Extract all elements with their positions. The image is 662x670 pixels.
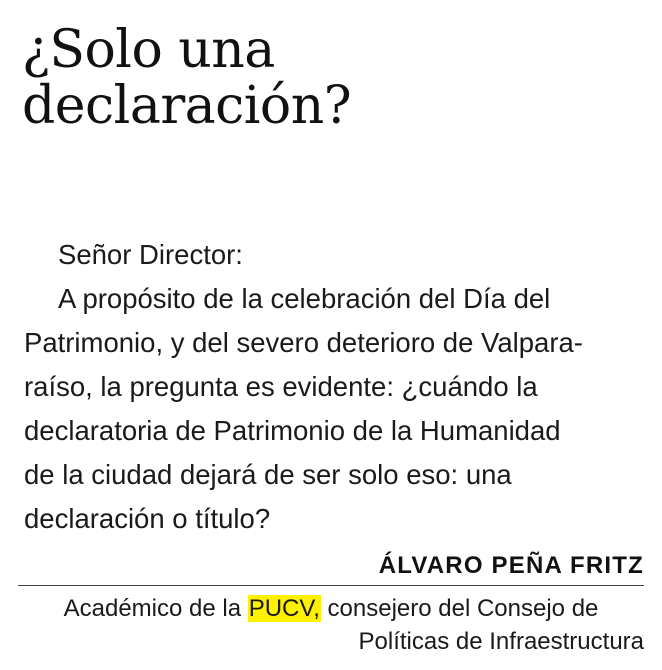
body-line-5: de la ciudad dejará de ser solo eso: una [24, 459, 512, 490]
body-line-1: A propósito de la celebración del Día del [58, 283, 551, 314]
highlighted-term: PUCV, [248, 595, 320, 622]
body-line-3: raíso, la pregunta es evidente: ¿cuándo la [24, 371, 538, 402]
headline-line-1: ¿Solo una [22, 20, 275, 80]
article-body [24, 233, 642, 541]
author-credit [18, 592, 644, 658]
body-line-6: declaración o título? [24, 503, 271, 534]
headline-line-2: declaración? [22, 76, 352, 137]
author-name: ÁLVARO PEÑA FRITZ [378, 552, 644, 579]
body-line-2: Patrimonio, y del severo deterioro de Valpara- [24, 327, 583, 358]
salutation: Señor Director: [58, 239, 243, 270]
credit-prefix: Académico de la [63, 595, 248, 622]
credit-line-1 [18, 592, 644, 625]
page-title [22, 20, 642, 137]
credit-suffix: consejero del Consejo de [320, 595, 599, 622]
body-line-4: declaratoria de Patrimonio de la Humanidad [24, 415, 561, 446]
divider [18, 585, 644, 586]
credit-line-2: Políticas de Infraestructura [358, 628, 644, 655]
